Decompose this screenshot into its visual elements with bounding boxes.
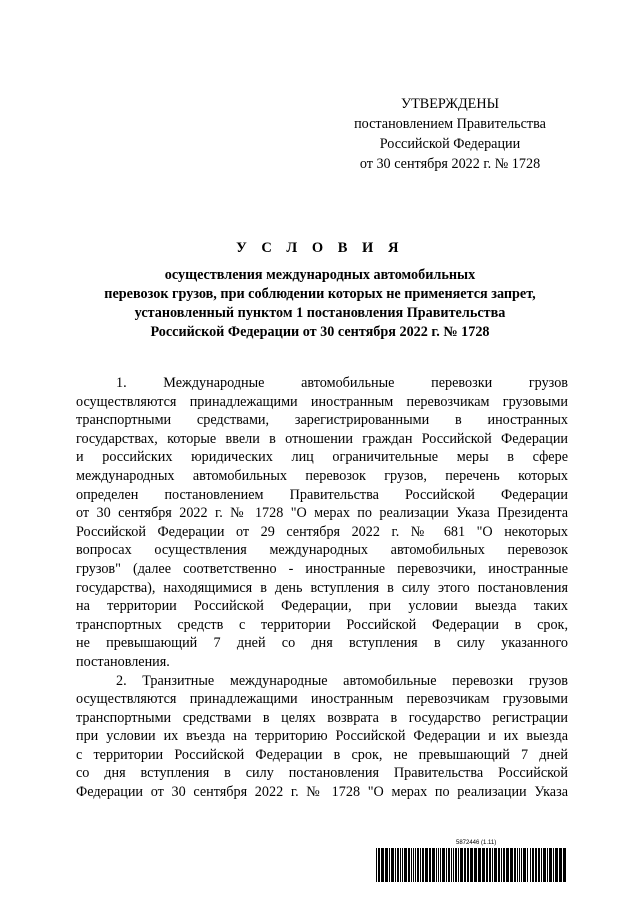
barcode-bar — [397, 848, 399, 882]
text-line: грузов" (далее соответственно - иностранные перевозчики, иностранные — [76, 560, 568, 577]
text-line: Российской Федерации от 29 сентября 2022 г. № 681 "О некоторых — [76, 523, 568, 540]
barcode-bar — [440, 848, 441, 882]
barcode-bar — [389, 848, 390, 882]
barcode-bar — [385, 848, 388, 882]
approval-line: от 30 сентября 2022 г. № 1728 — [359, 156, 541, 172]
barcode-bar — [474, 848, 477, 882]
text-line: осуществляются принадлежащими иностранным перевозчикам грузовыми — [76, 691, 568, 708]
barcode-bar — [381, 848, 384, 882]
barcode-bar — [559, 848, 562, 882]
barcode-bar — [408, 848, 410, 882]
barcode-bar — [448, 848, 450, 882]
barcode-bar — [517, 848, 518, 882]
barcode-bar — [563, 848, 566, 882]
barcode-bar — [395, 848, 396, 882]
text-line: при условии их въезда на территорию Российской Федерации и их выезда — [76, 728, 568, 745]
barcode-bar — [555, 848, 558, 882]
barcode-bar — [455, 848, 457, 882]
barcode-bar — [400, 848, 401, 882]
barcode-bar — [519, 848, 520, 882]
barcode-bar — [532, 848, 534, 882]
approval-line: УТВЕРЖДЕНЫ — [401, 96, 499, 112]
barcode-bar — [543, 848, 546, 882]
text-line: постановления. — [76, 653, 170, 670]
barcode-bar — [523, 848, 526, 882]
barcode-bar — [425, 848, 428, 882]
text-line: транспортными средствами в целях возврата в государство регистрации — [76, 709, 568, 726]
text-line: международных автомобильных перевозок грузов, перечень которых — [76, 467, 568, 484]
text-line: 1. Международные автомобильные перевозки грузов — [116, 375, 568, 391]
barcode-bar — [458, 848, 459, 882]
text-line: транспортными средствами, зарегистрированными в иностранных — [76, 412, 568, 429]
barcode-bar — [413, 848, 414, 882]
barcode-bar — [467, 848, 469, 882]
barcode-caption: 5872446 (1.11) — [456, 840, 497, 846]
barcode-bar — [446, 848, 447, 882]
text-line: не превышающий 7 дней со дня вступления в силу указанного — [76, 635, 568, 652]
subtitle-line: установленный пунктом 1 постановления Правительства — [134, 305, 506, 321]
barcode — [376, 840, 566, 884]
subtitle-line: Российской Федерации от 30 сентября 2022 г. № 1728 — [150, 324, 490, 340]
document-body — [76, 374, 568, 802]
text-line: определен постановлением Правительства Российской Федерации — [76, 486, 568, 503]
barcode-bar — [541, 848, 542, 882]
barcode-bar — [501, 848, 502, 882]
barcode-bar — [535, 848, 537, 882]
barcode-bar — [527, 848, 528, 882]
barcode-bar — [514, 848, 516, 882]
text-line: государствах, которые ввели в отношении граждан Российской Федерации — [76, 430, 568, 447]
barcode-bar — [411, 848, 412, 882]
subtitle-line: перевозок грузов, при соблюдении которых не применяется запрет, — [104, 286, 536, 302]
barcode-bar — [547, 848, 548, 882]
barcode-bar — [521, 848, 522, 882]
barcode-bar — [415, 848, 416, 882]
barcode-bar — [510, 848, 513, 882]
barcode-bar — [492, 848, 493, 882]
barcode-bar — [429, 848, 431, 882]
approval-stamp — [300, 94, 600, 174]
text-line: государства), находящимися в день вступления в силу этого постановления — [76, 579, 568, 596]
barcode-bar — [486, 848, 488, 882]
barcode-bar — [506, 848, 509, 882]
barcode-bar — [404, 848, 407, 882]
barcode-bar — [436, 848, 437, 882]
approval-line: постановлением Правительства — [354, 116, 546, 132]
text-line: Федерации от 30 сентября 2022 г. № 1728 "О мерах по реализации Указа — [76, 784, 568, 801]
barcode-bar — [494, 848, 497, 882]
paragraph-2 — [76, 672, 568, 802]
barcode-bar — [438, 848, 439, 882]
text-line: от 30 сентября 2022 г. № 1728 "О мерах по реализации Указа Президента — [76, 505, 568, 522]
document-subtitle — [60, 266, 580, 342]
barcode-bar — [391, 848, 394, 882]
text-line: осуществляются принадлежащими иностранным перевозчикам грузовыми — [76, 393, 568, 410]
barcode-bar — [453, 848, 454, 882]
barcode-bar — [442, 848, 445, 882]
barcode-bar — [489, 848, 491, 882]
barcode-bar — [503, 848, 505, 882]
barcode-icon — [376, 848, 566, 882]
text-line: транспортных средств с территории Российской Федерации в срок, — [76, 616, 568, 633]
paragraph-1 — [76, 374, 568, 672]
barcode-bar — [549, 848, 552, 882]
barcode-bar — [460, 848, 463, 882]
barcode-bar — [417, 848, 419, 882]
barcode-bar — [538, 848, 540, 882]
barcode-bar — [376, 848, 377, 882]
barcode-bar — [478, 848, 481, 882]
barcode-bar — [420, 848, 421, 882]
text-line: со дня вступления в силу постановления Правительства Российской — [76, 765, 568, 782]
text-line: 2. Транзитные международные автомобильные перевозки грузов — [116, 672, 568, 689]
text-line: на территории Российской Федерации, при условии выезда таких — [76, 598, 568, 615]
barcode-bar — [451, 848, 452, 882]
barcode-bar — [530, 848, 531, 882]
text-line: вопросах осуществления международных автомобильных перевозок — [76, 542, 568, 559]
barcode-bar — [432, 848, 435, 882]
barcode-bar — [470, 848, 473, 882]
barcode-bar — [378, 848, 380, 882]
barcode-bar — [464, 848, 466, 882]
barcode-bar — [482, 848, 485, 882]
barcode-bar — [498, 848, 500, 882]
subtitle-line: осуществления международных автомобильных — [164, 267, 476, 283]
barcode-bar — [553, 848, 554, 882]
document-title: У С Л О В И Я — [236, 240, 404, 256]
barcode-bar — [422, 848, 424, 882]
approval-line: Российской Федерации — [379, 136, 521, 152]
barcode-bar — [402, 848, 403, 882]
text-line: с территории Российской Федерации в срок, не превышающий 7 дней — [76, 746, 568, 763]
text-line: и российских юридических лиц ограничительные меры в сфере — [76, 449, 568, 466]
